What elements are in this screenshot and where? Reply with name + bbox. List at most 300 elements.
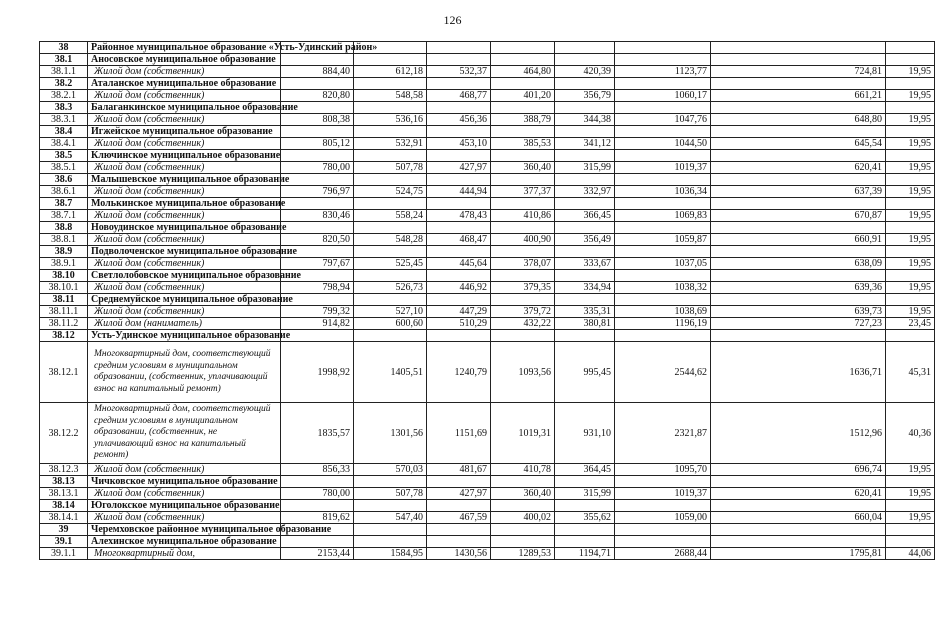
row-code: 38.4.1 [40, 138, 88, 150]
value-cell: 1636,71 [711, 342, 886, 403]
empty-cell [427, 174, 491, 186]
section-row [40, 150, 935, 162]
section-title: Аталанское муниципальное образование [88, 78, 281, 90]
housing-type: Жилой дом (собственник) [88, 306, 281, 318]
empty-cell [615, 126, 711, 138]
value-cell: 19,95 [886, 210, 935, 222]
value-cell: 639,73 [711, 306, 886, 318]
value-cell: 335,31 [555, 306, 615, 318]
value-cell: 334,94 [555, 282, 615, 294]
value-cell: 612,18 [354, 66, 427, 78]
empty-cell [354, 126, 427, 138]
value-cell: 445,64 [427, 258, 491, 270]
row-code: 38.4 [40, 126, 88, 138]
row-code: 38.12.3 [40, 464, 88, 476]
value-cell: 547,40 [354, 512, 427, 524]
table-row [40, 162, 935, 174]
value-cell: 527,10 [354, 306, 427, 318]
section-title: Чичковское муниципальное образование [88, 476, 281, 488]
housing-type: Жилой дом (собственник) [88, 258, 281, 270]
row-code: 38.9 [40, 246, 88, 258]
table-row [40, 306, 935, 318]
section-row [40, 222, 935, 234]
empty-cell [615, 78, 711, 90]
empty-cell [886, 330, 935, 342]
row-code: 38.11.2 [40, 318, 88, 330]
row-code: 38.8.1 [40, 234, 88, 246]
empty-cell [615, 54, 711, 66]
empty-cell [615, 270, 711, 282]
section-row [40, 330, 935, 342]
value-cell: 1430,56 [427, 548, 491, 560]
empty-cell [886, 42, 935, 54]
value-cell: 40,36 [886, 403, 935, 464]
value-cell: 661,21 [711, 90, 886, 102]
value-cell: 696,74 [711, 464, 886, 476]
empty-cell [886, 78, 935, 90]
value-cell: 444,94 [427, 186, 491, 198]
empty-cell [555, 42, 615, 54]
value-cell: 1069,83 [615, 210, 711, 222]
value-cell: 19,95 [886, 66, 935, 78]
empty-cell [491, 500, 555, 512]
housing-type: Жилой дом (собственник) [88, 282, 281, 294]
empty-cell [354, 150, 427, 162]
table-body [40, 42, 935, 560]
section-row [40, 126, 935, 138]
empty-cell [711, 270, 886, 282]
value-cell: 380,81 [555, 318, 615, 330]
value-cell: 19,95 [886, 512, 935, 524]
value-cell: 1019,37 [615, 162, 711, 174]
empty-cell [711, 198, 886, 210]
value-cell: 507,78 [354, 162, 427, 174]
empty-cell [491, 246, 555, 258]
value-cell: 467,59 [427, 512, 491, 524]
section-title: Подволоченское муниципальное образование [88, 246, 281, 258]
section-title: Аносовское муниципальное образование [88, 54, 281, 66]
empty-cell [886, 246, 935, 258]
value-cell: 525,45 [354, 258, 427, 270]
empty-cell [354, 174, 427, 186]
value-cell: 333,67 [555, 258, 615, 270]
value-cell: 536,16 [354, 114, 427, 126]
housing-type: Жилой дом (собственник) [88, 234, 281, 246]
value-cell: 1795,81 [711, 548, 886, 560]
empty-cell [555, 246, 615, 258]
empty-cell [354, 78, 427, 90]
empty-cell [711, 42, 886, 54]
value-cell: 401,20 [491, 90, 555, 102]
row-code: 39.1.1 [40, 548, 88, 560]
value-cell: 1038,69 [615, 306, 711, 318]
section-row [40, 78, 935, 90]
section-title: Новоудинское муниципальное образование [88, 222, 281, 234]
value-cell: 1512,96 [711, 403, 886, 464]
value-cell: 1059,00 [615, 512, 711, 524]
row-code: 38.1.1 [40, 66, 88, 78]
value-cell: 1301,56 [354, 403, 427, 464]
section-row [40, 102, 935, 114]
empty-cell [711, 536, 886, 548]
empty-cell [354, 54, 427, 66]
empty-cell [354, 294, 427, 306]
value-cell: 19,95 [886, 162, 935, 174]
value-cell: 820,50 [281, 234, 354, 246]
value-cell: 332,97 [555, 186, 615, 198]
table-row [40, 210, 935, 222]
empty-cell [615, 102, 711, 114]
value-cell: 19,95 [886, 488, 935, 500]
value-cell: 796,97 [281, 186, 354, 198]
empty-cell [711, 246, 886, 258]
value-cell: 510,29 [427, 318, 491, 330]
empty-cell [615, 476, 711, 488]
value-cell: 1289,53 [491, 548, 555, 560]
row-code: 38.2 [40, 78, 88, 90]
value-cell: 379,72 [491, 306, 555, 318]
empty-cell [281, 54, 354, 66]
value-cell: 19,95 [886, 464, 935, 476]
empty-cell [491, 54, 555, 66]
empty-cell [491, 270, 555, 282]
value-cell: 1240,79 [427, 342, 491, 403]
empty-cell [281, 330, 354, 342]
empty-cell [615, 536, 711, 548]
value-cell: 1093,56 [491, 342, 555, 403]
empty-cell [427, 198, 491, 210]
table-row [40, 234, 935, 246]
row-code: 38.8 [40, 222, 88, 234]
empty-cell [491, 198, 555, 210]
value-cell: 532,91 [354, 138, 427, 150]
value-cell: 453,10 [427, 138, 491, 150]
value-cell: 660,04 [711, 512, 886, 524]
value-cell: 1835,57 [281, 403, 354, 464]
value-cell: 468,47 [427, 234, 491, 246]
value-cell: 532,37 [427, 66, 491, 78]
table-row [40, 282, 935, 294]
empty-cell [427, 42, 491, 54]
empty-cell [886, 294, 935, 306]
empty-cell [615, 222, 711, 234]
value-cell: 410,78 [491, 464, 555, 476]
value-cell: 2321,87 [615, 403, 711, 464]
empty-cell [354, 500, 427, 512]
value-cell: 344,38 [555, 114, 615, 126]
value-cell: 600,60 [354, 318, 427, 330]
value-cell: 364,45 [555, 464, 615, 476]
value-cell: 638,09 [711, 258, 886, 270]
empty-cell [615, 330, 711, 342]
value-cell: 620,41 [711, 162, 886, 174]
row-code: 38.6.1 [40, 186, 88, 198]
value-cell: 1047,76 [615, 114, 711, 126]
empty-cell [427, 524, 491, 536]
empty-cell [555, 476, 615, 488]
value-cell: 464,80 [491, 66, 555, 78]
section-row [40, 500, 935, 512]
empty-cell [886, 174, 935, 186]
row-code: 38.5.1 [40, 162, 88, 174]
value-cell: 797,67 [281, 258, 354, 270]
table-row [40, 114, 935, 126]
empty-cell [711, 102, 886, 114]
empty-cell [555, 102, 615, 114]
row-code: 38.14.1 [40, 512, 88, 524]
empty-cell [615, 294, 711, 306]
value-cell: 648,80 [711, 114, 886, 126]
empty-cell [491, 476, 555, 488]
value-cell: 856,33 [281, 464, 354, 476]
empty-cell [555, 294, 615, 306]
empty-cell [886, 270, 935, 282]
value-cell: 1405,51 [354, 342, 427, 403]
value-cell: 341,12 [555, 138, 615, 150]
value-cell: 360,40 [491, 162, 555, 174]
value-cell: 995,45 [555, 342, 615, 403]
housing-type: Жилой дом (собственник) [88, 512, 281, 524]
table-row [40, 488, 935, 500]
empty-cell [886, 222, 935, 234]
row-code: 38.3 [40, 102, 88, 114]
value-cell: 931,10 [555, 403, 615, 464]
row-code: 38.11 [40, 294, 88, 306]
section-title: Светлолобовское муниципальное образование [88, 270, 281, 282]
empty-cell [711, 54, 886, 66]
empty-cell [615, 500, 711, 512]
value-cell: 356,79 [555, 90, 615, 102]
table-row [40, 464, 935, 476]
section-title: Игжейское муниципальное образование [88, 126, 281, 138]
value-cell: 639,36 [711, 282, 886, 294]
table-row [40, 186, 935, 198]
empty-cell [354, 198, 427, 210]
empty-cell [427, 476, 491, 488]
empty-cell [427, 294, 491, 306]
row-code: 38.1 [40, 54, 88, 66]
value-cell: 44,06 [886, 548, 935, 560]
empty-cell [615, 246, 711, 258]
value-cell: 19,95 [886, 282, 935, 294]
value-cell: 432,22 [491, 318, 555, 330]
value-cell: 2688,44 [615, 548, 711, 560]
value-cell: 427,97 [427, 162, 491, 174]
value-cell: 379,35 [491, 282, 555, 294]
value-cell: 468,77 [427, 90, 491, 102]
section-title: Районное муниципальное образование «Усть-Удинский район» [88, 42, 281, 54]
empty-cell [491, 330, 555, 342]
page-number: 126 [443, 13, 462, 27]
value-cell: 526,73 [354, 282, 427, 294]
value-cell: 2544,62 [615, 342, 711, 403]
empty-cell [491, 294, 555, 306]
empty-cell [555, 536, 615, 548]
value-cell: 400,02 [491, 512, 555, 524]
empty-cell [354, 270, 427, 282]
empty-cell [354, 102, 427, 114]
empty-cell [491, 78, 555, 90]
value-cell: 45,31 [886, 342, 935, 403]
empty-cell [555, 54, 615, 66]
empty-cell [491, 536, 555, 548]
row-code: 38.14 [40, 500, 88, 512]
empty-cell [354, 330, 427, 342]
housing-type: Многоквартирный дом, соответствующий средним условиям в муниципальном образовании, (собственник, не уплачивающий взнос на капитальный ремонт) [88, 403, 281, 464]
empty-cell [427, 246, 491, 258]
empty-cell [711, 78, 886, 90]
row-code: 38.7 [40, 198, 88, 210]
empty-cell [354, 476, 427, 488]
value-cell: 400,90 [491, 234, 555, 246]
value-cell: 830,46 [281, 210, 354, 222]
empty-cell [886, 198, 935, 210]
section-title: Балаганкинское муниципальное образование [88, 102, 281, 114]
section-title: Малышевское муниципальное образование [88, 174, 281, 186]
row-code: 39.1 [40, 536, 88, 548]
value-cell: 366,45 [555, 210, 615, 222]
empty-cell [491, 174, 555, 186]
empty-cell [886, 476, 935, 488]
section-row [40, 270, 935, 282]
value-cell: 1998,92 [281, 342, 354, 403]
value-cell: 456,36 [427, 114, 491, 126]
value-cell: 1019,37 [615, 488, 711, 500]
value-cell: 660,91 [711, 234, 886, 246]
value-cell: 819,62 [281, 512, 354, 524]
empty-cell [491, 150, 555, 162]
section-row [40, 42, 935, 54]
value-cell: 884,40 [281, 66, 354, 78]
empty-cell [491, 126, 555, 138]
section-row [40, 54, 935, 66]
empty-cell [427, 500, 491, 512]
housing-type: Жилой дом (собственник) [88, 162, 281, 174]
section-row [40, 246, 935, 258]
empty-cell [354, 246, 427, 258]
value-cell: 378,07 [491, 258, 555, 270]
row-code: 38.11.1 [40, 306, 88, 318]
empty-cell [555, 500, 615, 512]
empty-cell [711, 150, 886, 162]
value-cell: 808,38 [281, 114, 354, 126]
empty-cell [615, 174, 711, 186]
value-cell: 356,49 [555, 234, 615, 246]
empty-cell [711, 126, 886, 138]
table-row [40, 258, 935, 270]
row-code: 38 [40, 42, 88, 54]
empty-cell [555, 126, 615, 138]
value-cell: 1060,17 [615, 90, 711, 102]
value-cell: 385,53 [491, 138, 555, 150]
row-code: 38.2.1 [40, 90, 88, 102]
empty-cell [615, 524, 711, 536]
empty-cell [886, 54, 935, 66]
value-cell: 1038,32 [615, 282, 711, 294]
value-cell: 1095,70 [615, 464, 711, 476]
value-cell: 805,12 [281, 138, 354, 150]
value-cell: 447,29 [427, 306, 491, 318]
section-row [40, 476, 935, 488]
empty-cell [427, 536, 491, 548]
value-cell: 727,23 [711, 318, 886, 330]
empty-cell [281, 150, 354, 162]
row-code: 38.5 [40, 150, 88, 162]
value-cell: 1196,19 [615, 318, 711, 330]
value-cell: 23,45 [886, 318, 935, 330]
housing-type: Жилой дом (наниматель) [88, 318, 281, 330]
section-row [40, 524, 935, 536]
empty-cell [281, 198, 354, 210]
section-row [40, 294, 935, 306]
value-cell: 1059,87 [615, 234, 711, 246]
empty-cell [711, 524, 886, 536]
empty-cell [886, 536, 935, 548]
empty-cell [555, 174, 615, 186]
value-cell: 1151,69 [427, 403, 491, 464]
table-row [40, 318, 935, 330]
empty-cell [555, 222, 615, 234]
empty-cell [281, 126, 354, 138]
section-title: Усть-Удинское муниципальное образование [88, 330, 281, 342]
empty-cell [886, 524, 935, 536]
empty-cell [281, 78, 354, 90]
housing-type: Жилой дом (собственник) [88, 464, 281, 476]
empty-cell [427, 150, 491, 162]
empty-cell [886, 126, 935, 138]
value-cell: 637,39 [711, 186, 886, 198]
housing-type: Жилой дом (собственник) [88, 90, 281, 102]
empty-cell [427, 270, 491, 282]
empty-cell [491, 222, 555, 234]
value-cell: 799,32 [281, 306, 354, 318]
empty-cell [427, 330, 491, 342]
empty-cell [555, 150, 615, 162]
value-cell: 2153,44 [281, 548, 354, 560]
value-cell: 558,24 [354, 210, 427, 222]
value-cell: 420,39 [555, 66, 615, 78]
empty-cell [354, 222, 427, 234]
row-code: 38.10 [40, 270, 88, 282]
empty-cell [491, 102, 555, 114]
empty-cell [354, 536, 427, 548]
value-cell: 410,86 [491, 210, 555, 222]
empty-cell [711, 476, 886, 488]
empty-cell [427, 126, 491, 138]
value-cell: 1584,95 [354, 548, 427, 560]
empty-cell [711, 222, 886, 234]
section-title: Среднемуйское муниципальное образование [88, 294, 281, 306]
row-code: 38.7.1 [40, 210, 88, 222]
empty-cell [615, 150, 711, 162]
row-code: 39 [40, 524, 88, 536]
value-cell: 315,99 [555, 162, 615, 174]
tariff-table [39, 41, 935, 560]
empty-cell [555, 78, 615, 90]
housing-type: Многоквартирный дом, [88, 548, 281, 560]
empty-cell [886, 102, 935, 114]
section-row [40, 198, 935, 210]
row-code: 38.3.1 [40, 114, 88, 126]
empty-cell [281, 500, 354, 512]
table-row [40, 403, 935, 464]
table-row [40, 90, 935, 102]
value-cell: 548,28 [354, 234, 427, 246]
value-cell: 427,97 [427, 488, 491, 500]
empty-cell [555, 330, 615, 342]
housing-type: Многоквартирный дом, соответствующий средним условиям в муниципальном образовании, (собственник, уплачивающий взнос на капитальный ремонт) [88, 342, 281, 403]
row-code: 38.13.1 [40, 488, 88, 500]
